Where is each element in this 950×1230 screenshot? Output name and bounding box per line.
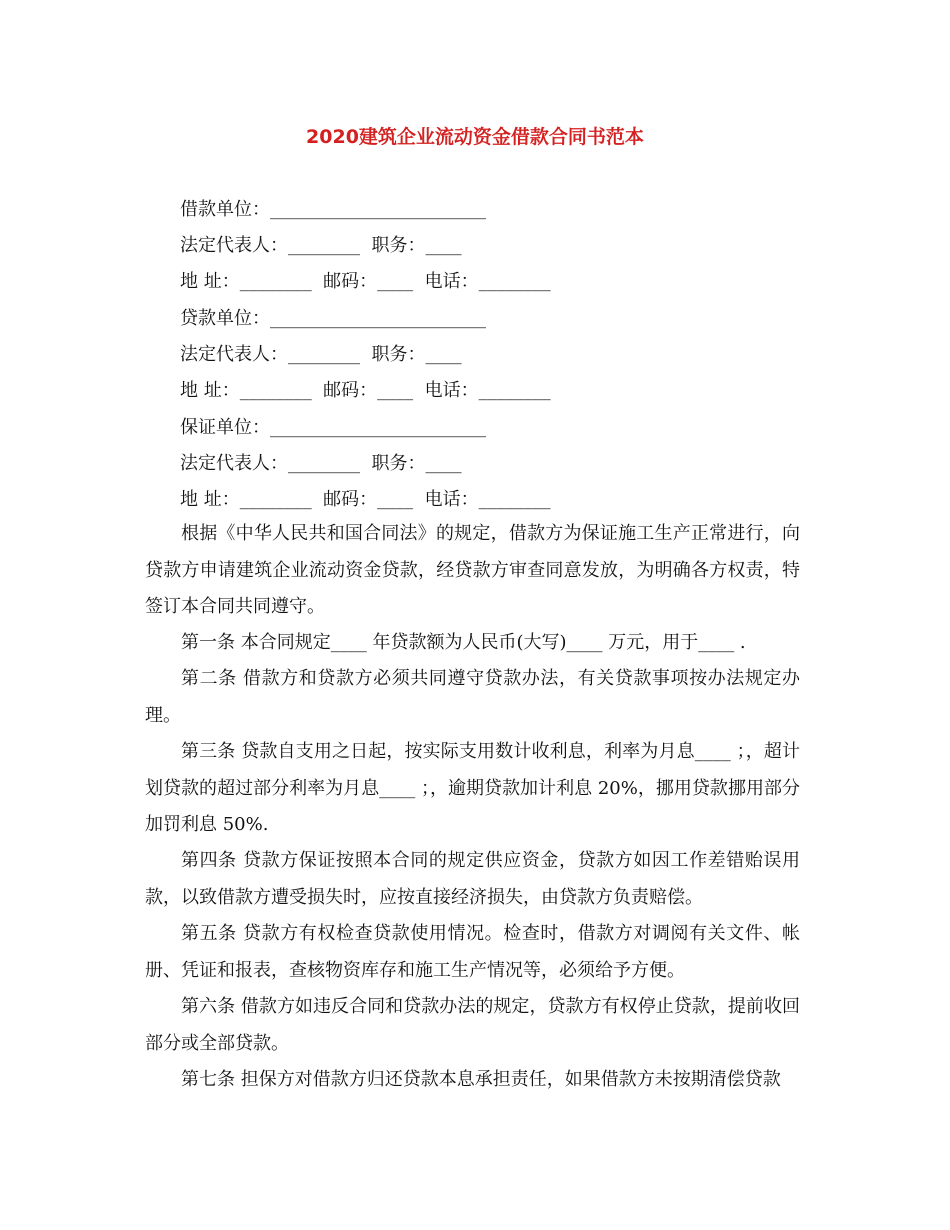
paragraph-article-5: 第五条 贷款方有权检查贷款使用情况。检查时，借款方对调阅有关文件、帐册、凭证和报表，查核物资库存和施工生产情况等，必须给予方便。 xyxy=(145,923,800,981)
header-field-borrower-unit: 借款单位：________________________ xyxy=(180,199,486,220)
header-field-borrower-representative: 法定代表人：________ 职务：____ xyxy=(180,235,462,256)
header-field-lender-representative: 法定代表人：________ 职务：____ xyxy=(180,344,462,365)
paragraph-article-2: 第二条 借款方和贷款方必须共同遵守贷款办法，有关贷款事项按办法规定办理。 xyxy=(145,668,800,726)
paragraph-article-6: 第六条 借款方如违反合同和贷款办法的规定，贷款方有权停止贷款，提前收回部分或全部贷款。 xyxy=(145,996,800,1054)
paragraph-article-1: 第一条 本合同规定____ 年贷款额为人民币(大写)____ 万元，用于____ . xyxy=(181,632,746,653)
paragraph-article-7: 第七条 担保方对借款方归还贷款本息承担责任，如果借款方未按期清偿贷款 xyxy=(181,1069,781,1090)
document-title: 2020建筑企业流动资金借款合同书范本 xyxy=(306,126,644,148)
paragraph-article-3: 第三条 贷款自支用之日起，按实际支用数计收利息，利率为月息____ ；，超计划贷款的超过部分利率为月息____ ；，逾期贷款加计利息 20%，挪用贷款挪用部分加罚利息 50%. xyxy=(145,741,800,835)
header-field-borrower-address: 地 址：________ 邮码：____ 电话：________ xyxy=(180,271,551,292)
header-field-guarantor-unit: 保证单位：________________________ xyxy=(180,417,486,438)
paragraph-article-4: 第四条 贷款方保证按照本合同的规定供应资金，贷款方如因工作差错贻误用款，以致借款方遭受损失时，应按直接经济损失，由贷款方负责赔偿。 xyxy=(145,850,800,908)
header-field-guarantor-representative: 法定代表人：________ 职务：____ xyxy=(180,453,462,474)
paragraph-preamble: 根据《中华人民共和国合同法》的规定，借款方为保证施工生产正常进行，向贷款方申请建筑企业流动资金贷款，经贷款方审查同意发放，为明确各方权责，特签订本合同共同遵守。 xyxy=(145,523,800,617)
header-field-lender-address: 地 址：________ 邮码：____ 电话：________ xyxy=(180,380,551,401)
header-field-guarantor-address: 地 址：________ 邮码：____ 电话：________ xyxy=(180,489,551,510)
header-field-lender-unit: 贷款单位：________________________ xyxy=(180,308,486,329)
